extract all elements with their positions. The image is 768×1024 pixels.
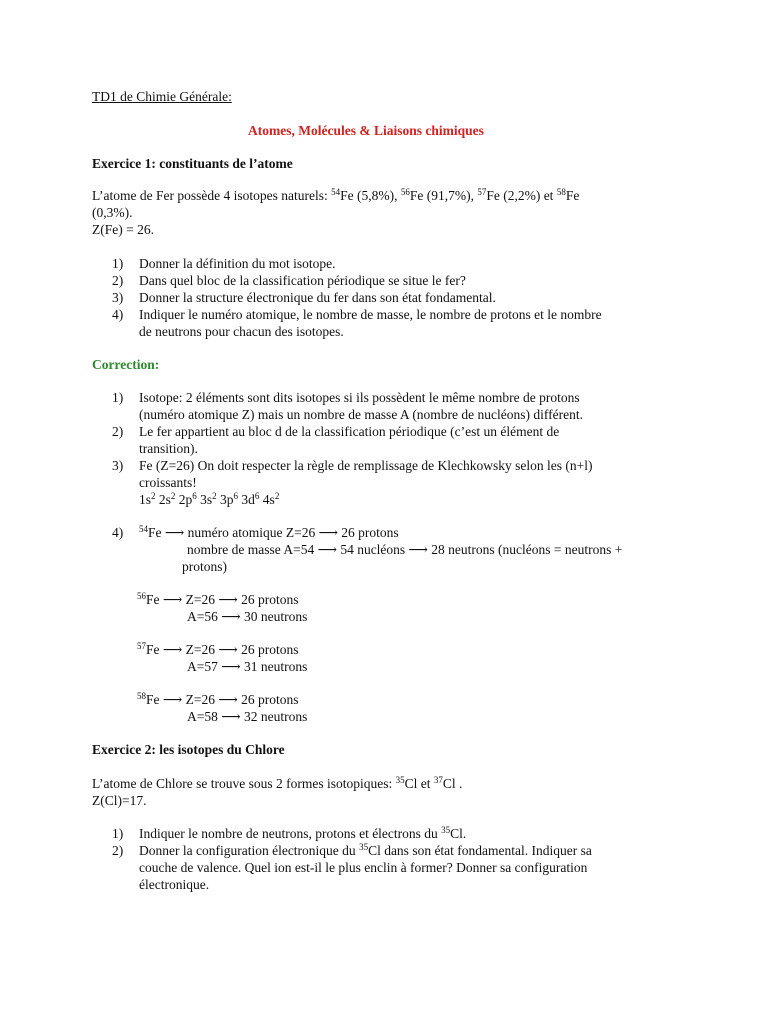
answer-1-line2: (numéro atomique Z) mais un nombre de masse A (nombre de nucléons) différent. bbox=[139, 407, 584, 422]
answer-4-fe57-line2: A=57 ⟶ 31 neutrons bbox=[187, 659, 308, 674]
answer-4-fe54: $^{54}$Fe ⟶ numéro atomique Z=26 ⟶ 26 protons bbox=[139, 524, 399, 540]
exercise-2-z: Z(Cl)=17. bbox=[92, 793, 147, 808]
document-title: TD1 de Chimie Générale: bbox=[92, 89, 232, 104]
list-number: 2) bbox=[112, 843, 124, 858]
list-number: 3) bbox=[112, 458, 124, 473]
question-1: Donner la définition du mot isotope. bbox=[139, 256, 336, 271]
list-number: 4) bbox=[112, 307, 124, 322]
list-number: 2) bbox=[112, 424, 124, 439]
answer-4-fe57: $^{57}$Fe ⟶ Z=26 ⟶ 26 protons bbox=[137, 641, 299, 657]
exercise-2-intro: L’atome de Chlore se trouve sous 2 formes isotopiques: $^{35}$Cl et $^{37}$Cl . bbox=[92, 775, 463, 791]
answer-3: Fe (Z=26) On doit respecter la règle de remplissage de Klechkowsky selon les (n+l) bbox=[139, 458, 593, 473]
answer-3-line2: croissants! bbox=[139, 475, 197, 490]
correction-label: Correction: bbox=[92, 357, 160, 372]
list-number: 1) bbox=[112, 826, 124, 841]
answer-1: Isotope: 2 éléments sont dits isotopes si ils possèdent le même nombre de protons bbox=[139, 390, 580, 405]
list-number: 4) bbox=[112, 525, 124, 540]
list-number: 3) bbox=[112, 290, 124, 305]
question-3: Donner la structure électronique du fer dans son état fondamental. bbox=[139, 290, 496, 305]
question-4-line2: de neutrons pour chacun des isotopes. bbox=[139, 324, 344, 339]
answer-4-fe58: $^{58}$Fe ⟶ Z=26 ⟶ 26 protons bbox=[137, 691, 299, 707]
answer-4-fe56: $^{56}$Fe ⟶ Z=26 ⟶ 26 protons bbox=[137, 591, 299, 607]
answer-4-fe54-line2: nombre de masse A=54 ⟶ 54 nucléons ⟶ 28 neutrons (nucléons = neutrons + bbox=[187, 542, 623, 557]
answer-4-fe54-line3: protons) bbox=[182, 559, 227, 574]
exercise-1-intro: L’atome de Fer possède 4 isotopes naturels: $^{54}$Fe (5,8%), $^{56}$Fe (91,7%), $^{57}$Fe (2,2%) et $^{58}$Fe bbox=[92, 187, 580, 203]
list-number: 1) bbox=[112, 256, 124, 271]
exercise-1-z: Z(Fe) = 26. bbox=[92, 222, 154, 237]
answer-4-fe58-line2: A=58 ⟶ 32 neutrons bbox=[187, 709, 308, 724]
electron-configuration: $1s^2$ $2s^2$ $2p^6$ $3s^2$ $3p^6$ $3d^6$ $4s^2$ bbox=[139, 491, 280, 507]
list-number: 1) bbox=[112, 390, 124, 405]
question-4: Indiquer le numéro atomique, le nombre de masse, le nombre de protons et le nombre bbox=[139, 307, 602, 322]
answer-2-line2: transition). bbox=[139, 441, 198, 456]
list-number: 2) bbox=[112, 273, 124, 288]
answer-2: Le fer appartient au bloc d de la classification périodique (c’est un élément de bbox=[139, 424, 560, 439]
exercise-2-question-2-line3: électronique. bbox=[139, 877, 210, 892]
document-subtitle: Atomes, Molécules & Liaisons chimiques bbox=[248, 123, 484, 138]
question-2: Dans quel bloc de la classification périodique se situe le fer? bbox=[139, 273, 466, 288]
exercise-2-heading: Exercice 2: les isotopes du Chlore bbox=[92, 742, 285, 757]
exercise-2-question-2-line2: couche de valence. Quel ion est-il le plus enclin à former? Donner sa configuration bbox=[139, 860, 588, 875]
answer-4-fe56-line2: A=56 ⟶ 30 neutrons bbox=[187, 609, 308, 624]
exercise-1-intro-line2: (0,3%). bbox=[92, 205, 133, 220]
exercise-2-question-2: Donner la configuration électronique du $^{35}$Cl dans son état fondamental. Indiquer sa bbox=[139, 842, 592, 858]
exercise-1-heading: Exercice 1: constituants de l’atome bbox=[92, 156, 293, 171]
exercise-2-question-1: Indiquer le nombre de neutrons, protons et électrons du $^{35}$Cl. bbox=[139, 825, 467, 841]
